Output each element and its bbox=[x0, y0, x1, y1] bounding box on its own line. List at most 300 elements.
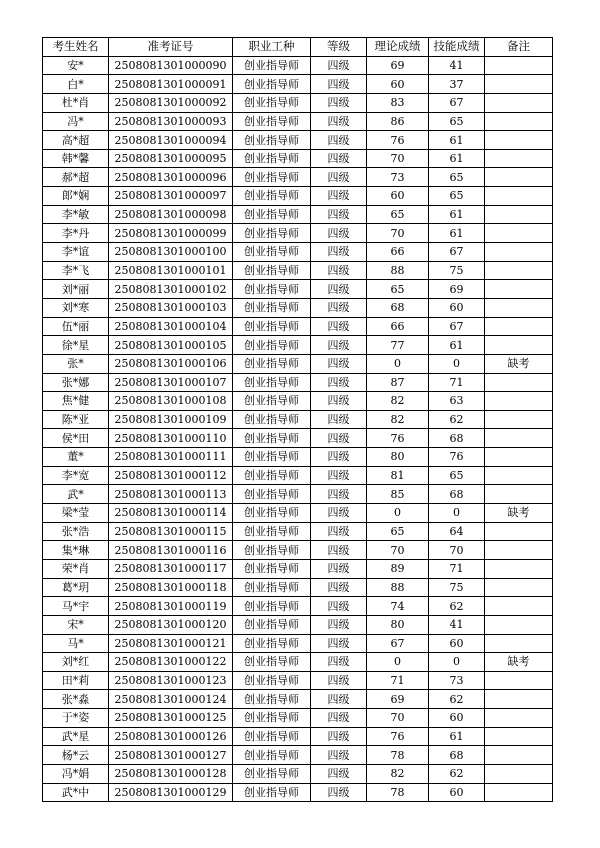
theory-score-cell: 70 bbox=[367, 224, 429, 243]
level-cell: 四级 bbox=[311, 205, 367, 224]
admission-number-cell: 2508081301000108 bbox=[109, 392, 233, 411]
theory-score-cell: 88 bbox=[367, 578, 429, 597]
candidate-name-cell: 焦*健 bbox=[43, 392, 109, 411]
remarks-cell bbox=[485, 149, 553, 168]
table-row bbox=[43, 131, 553, 150]
admission-number-cell: 2508081301000103 bbox=[109, 298, 233, 317]
admission-number-cell: 2508081301000111 bbox=[109, 448, 233, 467]
table-row bbox=[43, 727, 553, 746]
theory-score-cell: 86 bbox=[367, 112, 429, 131]
table-row bbox=[43, 653, 553, 672]
candidate-name-cell: 高*超 bbox=[43, 131, 109, 150]
admission-number-cell: 2508081301000128 bbox=[109, 764, 233, 783]
admission-number-cell: 2508081301000127 bbox=[109, 746, 233, 765]
skill-score-cell: 67 bbox=[429, 317, 485, 336]
theory-score-cell: 74 bbox=[367, 597, 429, 616]
table-row bbox=[43, 746, 553, 765]
table-row bbox=[43, 373, 553, 392]
level-cell: 四级 bbox=[311, 93, 367, 112]
level-cell: 四级 bbox=[311, 317, 367, 336]
remarks-cell bbox=[485, 205, 553, 224]
theory-score-cell: 68 bbox=[367, 298, 429, 317]
table-row bbox=[43, 671, 553, 690]
occupation-cell: 创业指导师 bbox=[233, 93, 311, 112]
admission-number-cell: 2508081301000113 bbox=[109, 485, 233, 504]
remarks-cell bbox=[485, 336, 553, 355]
level-cell: 四级 bbox=[311, 466, 367, 485]
occupation-cell: 创业指导师 bbox=[233, 354, 311, 373]
occupation-cell: 创业指导师 bbox=[233, 56, 311, 75]
admission-number-cell: 2508081301000123 bbox=[109, 671, 233, 690]
admission-number-cell: 2508081301000095 bbox=[109, 149, 233, 168]
candidate-name-cell: 韩*馨 bbox=[43, 149, 109, 168]
skill-score-cell: 41 bbox=[429, 615, 485, 634]
skill-score-cell: 71 bbox=[429, 559, 485, 578]
occupation-cell: 创业指导师 bbox=[233, 448, 311, 467]
occupation-cell: 创业指导师 bbox=[233, 597, 311, 616]
remarks-cell bbox=[485, 727, 553, 746]
table-row bbox=[43, 298, 553, 317]
occupation-cell: 创业指导师 bbox=[233, 615, 311, 634]
occupation-cell: 创业指导师 bbox=[233, 131, 311, 150]
level-cell: 四级 bbox=[311, 671, 367, 690]
table-row bbox=[43, 578, 553, 597]
candidate-name-cell: 董* bbox=[43, 448, 109, 467]
table-row bbox=[43, 243, 553, 262]
occupation-cell: 创业指导师 bbox=[233, 634, 311, 653]
table-row bbox=[43, 448, 553, 467]
candidate-name-cell: 马* bbox=[43, 634, 109, 653]
occupation-cell: 创业指导师 bbox=[233, 783, 311, 802]
admission-number-cell: 2508081301000096 bbox=[109, 168, 233, 187]
admission-number-cell: 2508081301000119 bbox=[109, 597, 233, 616]
skill-score-cell: 63 bbox=[429, 392, 485, 411]
remarks-cell bbox=[485, 466, 553, 485]
level-cell: 四级 bbox=[311, 243, 367, 262]
skill-score-cell: 70 bbox=[429, 541, 485, 560]
occupation-cell: 创业指导师 bbox=[233, 746, 311, 765]
table-row bbox=[43, 504, 553, 523]
admission-number-cell: 2508081301000094 bbox=[109, 131, 233, 150]
candidate-name-cell: 田*莉 bbox=[43, 671, 109, 690]
candidate-name-cell: 杨*云 bbox=[43, 746, 109, 765]
remarks-cell: 缺考 bbox=[485, 354, 553, 373]
table-row bbox=[43, 56, 553, 75]
table-row bbox=[43, 690, 553, 709]
admission-number-cell: 2508081301000112 bbox=[109, 466, 233, 485]
skill-score-cell: 0 bbox=[429, 504, 485, 523]
remarks-cell bbox=[485, 280, 553, 299]
theory-score-cell: 76 bbox=[367, 131, 429, 150]
candidate-name-cell: 张*娜 bbox=[43, 373, 109, 392]
occupation-cell: 创业指导师 bbox=[233, 280, 311, 299]
skill-score-cell: 68 bbox=[429, 429, 485, 448]
level-cell: 四级 bbox=[311, 746, 367, 765]
admission-number-cell: 2508081301000102 bbox=[109, 280, 233, 299]
theory-score-cell: 82 bbox=[367, 410, 429, 429]
skill-score-cell: 61 bbox=[429, 727, 485, 746]
occupation-cell: 创业指导师 bbox=[233, 336, 311, 355]
level-cell: 四级 bbox=[311, 690, 367, 709]
remarks-cell bbox=[485, 373, 553, 392]
remarks-cell bbox=[485, 243, 553, 262]
table-row bbox=[43, 93, 553, 112]
level-cell: 四级 bbox=[311, 522, 367, 541]
theory-score-cell: 66 bbox=[367, 317, 429, 336]
admission-number-cell: 2508081301000110 bbox=[109, 429, 233, 448]
level-cell: 四级 bbox=[311, 783, 367, 802]
level-cell: 四级 bbox=[311, 280, 367, 299]
remarks-cell bbox=[485, 485, 553, 504]
remarks-cell bbox=[485, 615, 553, 634]
level-cell: 四级 bbox=[311, 224, 367, 243]
skill-score-cell: 37 bbox=[429, 75, 485, 94]
theory-score-cell: 71 bbox=[367, 671, 429, 690]
table-row bbox=[43, 280, 553, 299]
table-row bbox=[43, 410, 553, 429]
theory-score-cell: 80 bbox=[367, 448, 429, 467]
skill-score-cell: 60 bbox=[429, 298, 485, 317]
admission-number-cell: 2508081301000090 bbox=[109, 56, 233, 75]
admission-number-cell: 2508081301000097 bbox=[109, 187, 233, 206]
remarks-cell: 缺考 bbox=[485, 504, 553, 523]
remarks-cell bbox=[485, 690, 553, 709]
candidate-name-cell: 白* bbox=[43, 75, 109, 94]
occupation-cell: 创业指导师 bbox=[233, 429, 311, 448]
occupation-cell: 创业指导师 bbox=[233, 75, 311, 94]
candidate-name-cell: 刘*寒 bbox=[43, 298, 109, 317]
theory-score-cell: 65 bbox=[367, 205, 429, 224]
admission-number-cell: 2508081301000099 bbox=[109, 224, 233, 243]
admission-number-cell: 2508081301000105 bbox=[109, 336, 233, 355]
level-cell: 四级 bbox=[311, 373, 367, 392]
remarks-cell bbox=[485, 746, 553, 765]
table-row bbox=[43, 597, 553, 616]
admission-number-cell: 2508081301000124 bbox=[109, 690, 233, 709]
theory-score-cell: 65 bbox=[367, 522, 429, 541]
remarks-cell bbox=[485, 522, 553, 541]
admission-number-cell: 2508081301000121 bbox=[109, 634, 233, 653]
candidate-name-cell: 郝*超 bbox=[43, 168, 109, 187]
header-remarks: 备注 bbox=[485, 38, 553, 57]
remarks-cell bbox=[485, 448, 553, 467]
candidate-name-cell: 李*宽 bbox=[43, 466, 109, 485]
skill-score-cell: 65 bbox=[429, 112, 485, 131]
table-row bbox=[43, 429, 553, 448]
level-cell: 四级 bbox=[311, 597, 367, 616]
candidate-name-cell: 宋* bbox=[43, 615, 109, 634]
level-cell: 四级 bbox=[311, 485, 367, 504]
candidate-name-cell: 伍*丽 bbox=[43, 317, 109, 336]
level-cell: 四级 bbox=[311, 149, 367, 168]
level-cell: 四级 bbox=[311, 709, 367, 728]
level-cell: 四级 bbox=[311, 541, 367, 560]
skill-score-cell: 62 bbox=[429, 410, 485, 429]
occupation-cell: 创业指导师 bbox=[233, 168, 311, 187]
occupation-cell: 创业指导师 bbox=[233, 485, 311, 504]
level-cell: 四级 bbox=[311, 187, 367, 206]
occupation-cell: 创业指导师 bbox=[233, 205, 311, 224]
theory-score-cell: 70 bbox=[367, 709, 429, 728]
theory-score-cell: 77 bbox=[367, 336, 429, 355]
occupation-cell: 创业指导师 bbox=[233, 690, 311, 709]
candidate-name-cell: 郎*娴 bbox=[43, 187, 109, 206]
occupation-cell: 创业指导师 bbox=[233, 504, 311, 523]
level-cell: 四级 bbox=[311, 448, 367, 467]
skill-score-cell: 69 bbox=[429, 280, 485, 299]
table-row bbox=[43, 112, 553, 131]
occupation-cell: 创业指导师 bbox=[233, 541, 311, 560]
theory-score-cell: 89 bbox=[367, 559, 429, 578]
table-row bbox=[43, 75, 553, 94]
admission-number-cell: 2508081301000098 bbox=[109, 205, 233, 224]
skill-score-cell: 62 bbox=[429, 690, 485, 709]
candidate-name-cell: 张*淼 bbox=[43, 690, 109, 709]
level-cell: 四级 bbox=[311, 131, 367, 150]
table-row bbox=[43, 541, 553, 560]
occupation-cell: 创业指导师 bbox=[233, 653, 311, 672]
table-row bbox=[43, 317, 553, 336]
candidate-name-cell: 梁*莹 bbox=[43, 504, 109, 523]
level-cell: 四级 bbox=[311, 559, 367, 578]
admission-number-cell: 2508081301000092 bbox=[109, 93, 233, 112]
level-cell: 四级 bbox=[311, 615, 367, 634]
table-row bbox=[43, 634, 553, 653]
level-cell: 四级 bbox=[311, 764, 367, 783]
theory-score-cell: 67 bbox=[367, 634, 429, 653]
level-cell: 四级 bbox=[311, 336, 367, 355]
candidate-name-cell: 武*星 bbox=[43, 727, 109, 746]
theory-score-cell: 0 bbox=[367, 504, 429, 523]
skill-score-cell: 75 bbox=[429, 578, 485, 597]
level-cell: 四级 bbox=[311, 410, 367, 429]
admission-number-cell: 2508081301000091 bbox=[109, 75, 233, 94]
table-row bbox=[43, 466, 553, 485]
occupation-cell: 创业指导师 bbox=[233, 578, 311, 597]
theory-score-cell: 82 bbox=[367, 764, 429, 783]
skill-score-cell: 60 bbox=[429, 634, 485, 653]
candidate-name-cell: 马*宇 bbox=[43, 597, 109, 616]
remarks-cell bbox=[485, 131, 553, 150]
admission-number-cell: 2508081301000120 bbox=[109, 615, 233, 634]
skill-score-cell: 73 bbox=[429, 671, 485, 690]
occupation-cell: 创业指导师 bbox=[233, 298, 311, 317]
header-candidate-name: 考生姓名 bbox=[43, 38, 109, 57]
table-row bbox=[43, 205, 553, 224]
occupation-cell: 创业指导师 bbox=[233, 243, 311, 262]
header-occupation: 职业工种 bbox=[233, 38, 311, 57]
remarks-cell bbox=[485, 634, 553, 653]
skill-score-cell: 67 bbox=[429, 243, 485, 262]
admission-number-cell: 2508081301000126 bbox=[109, 727, 233, 746]
candidate-name-cell: 荣*肖 bbox=[43, 559, 109, 578]
level-cell: 四级 bbox=[311, 168, 367, 187]
skill-score-cell: 75 bbox=[429, 261, 485, 280]
skill-score-cell: 67 bbox=[429, 93, 485, 112]
level-cell: 四级 bbox=[311, 392, 367, 411]
theory-score-cell: 78 bbox=[367, 746, 429, 765]
candidate-name-cell: 安* bbox=[43, 56, 109, 75]
occupation-cell: 创业指导师 bbox=[233, 522, 311, 541]
candidate-name-cell: 陈*亚 bbox=[43, 410, 109, 429]
candidate-name-cell: 张*浩 bbox=[43, 522, 109, 541]
remarks-cell bbox=[485, 56, 553, 75]
occupation-cell: 创业指导师 bbox=[233, 709, 311, 728]
candidate-name-cell: 刘*红 bbox=[43, 653, 109, 672]
occupation-cell: 创业指导师 bbox=[233, 373, 311, 392]
occupation-cell: 创业指导师 bbox=[233, 410, 311, 429]
theory-score-cell: 83 bbox=[367, 93, 429, 112]
level-cell: 四级 bbox=[311, 56, 367, 75]
table-row bbox=[43, 764, 553, 783]
remarks-cell bbox=[485, 541, 553, 560]
remarks-cell bbox=[485, 709, 553, 728]
admission-number-cell: 2508081301000129 bbox=[109, 783, 233, 802]
occupation-cell: 创业指导师 bbox=[233, 224, 311, 243]
admission-number-cell: 2508081301000101 bbox=[109, 261, 233, 280]
candidate-name-cell: 杜*肖 bbox=[43, 93, 109, 112]
remarks-cell bbox=[485, 783, 553, 802]
skill-score-cell: 64 bbox=[429, 522, 485, 541]
remarks-cell bbox=[485, 410, 553, 429]
admission-number-cell: 2508081301000125 bbox=[109, 709, 233, 728]
remarks-cell bbox=[485, 112, 553, 131]
table-row bbox=[43, 261, 553, 280]
theory-score-cell: 69 bbox=[367, 56, 429, 75]
skill-score-cell: 76 bbox=[429, 448, 485, 467]
skill-score-cell: 60 bbox=[429, 709, 485, 728]
table-row bbox=[43, 149, 553, 168]
theory-score-cell: 76 bbox=[367, 727, 429, 746]
level-cell: 四级 bbox=[311, 354, 367, 373]
table-row bbox=[43, 615, 553, 634]
theory-score-cell: 65 bbox=[367, 280, 429, 299]
skill-score-cell: 71 bbox=[429, 373, 485, 392]
remarks-cell bbox=[485, 224, 553, 243]
skill-score-cell: 65 bbox=[429, 168, 485, 187]
level-cell: 四级 bbox=[311, 112, 367, 131]
remarks-cell bbox=[485, 597, 553, 616]
occupation-cell: 创业指导师 bbox=[233, 764, 311, 783]
skill-score-cell: 65 bbox=[429, 187, 485, 206]
skill-score-cell: 41 bbox=[429, 56, 485, 75]
table-body bbox=[43, 56, 553, 802]
skill-score-cell: 60 bbox=[429, 783, 485, 802]
occupation-cell: 创业指导师 bbox=[233, 727, 311, 746]
skill-score-cell: 68 bbox=[429, 485, 485, 504]
skill-score-cell: 61 bbox=[429, 224, 485, 243]
exam-score-table bbox=[42, 37, 553, 802]
level-cell: 四级 bbox=[311, 429, 367, 448]
skill-score-cell: 61 bbox=[429, 205, 485, 224]
admission-number-cell: 2508081301000100 bbox=[109, 243, 233, 262]
candidate-name-cell: 李*谊 bbox=[43, 243, 109, 262]
skill-score-cell: 61 bbox=[429, 149, 485, 168]
remarks-cell bbox=[485, 93, 553, 112]
table-row bbox=[43, 336, 553, 355]
candidate-name-cell: 徐*星 bbox=[43, 336, 109, 355]
level-cell: 四级 bbox=[311, 75, 367, 94]
remarks-cell bbox=[485, 75, 553, 94]
candidate-name-cell: 李*丹 bbox=[43, 224, 109, 243]
remarks-cell bbox=[485, 187, 553, 206]
occupation-cell: 创业指导师 bbox=[233, 261, 311, 280]
table-row bbox=[43, 187, 553, 206]
table-row bbox=[43, 783, 553, 802]
skill-score-cell: 62 bbox=[429, 597, 485, 616]
theory-score-cell: 60 bbox=[367, 187, 429, 206]
skill-score-cell: 0 bbox=[429, 354, 485, 373]
theory-score-cell: 66 bbox=[367, 243, 429, 262]
theory-score-cell: 0 bbox=[367, 354, 429, 373]
occupation-cell: 创业指导师 bbox=[233, 466, 311, 485]
table-row bbox=[43, 354, 553, 373]
skill-score-cell: 61 bbox=[429, 131, 485, 150]
candidate-name-cell: 刘*丽 bbox=[43, 280, 109, 299]
candidate-name-cell: 集*琳 bbox=[43, 541, 109, 560]
remarks-cell bbox=[485, 298, 553, 317]
theory-score-cell: 70 bbox=[367, 149, 429, 168]
header-skill-score: 技能成绩 bbox=[429, 38, 485, 57]
header-admission-number: 准考证号 bbox=[109, 38, 233, 57]
theory-score-cell: 87 bbox=[367, 373, 429, 392]
level-cell: 四级 bbox=[311, 261, 367, 280]
remarks-cell bbox=[485, 764, 553, 783]
theory-score-cell: 88 bbox=[367, 261, 429, 280]
theory-score-cell: 76 bbox=[367, 429, 429, 448]
admission-number-cell: 2508081301000115 bbox=[109, 522, 233, 541]
table-row bbox=[43, 168, 553, 187]
admission-number-cell: 2508081301000116 bbox=[109, 541, 233, 560]
skill-score-cell: 61 bbox=[429, 336, 485, 355]
occupation-cell: 创业指导师 bbox=[233, 112, 311, 131]
remarks-cell: 缺考 bbox=[485, 653, 553, 672]
admission-number-cell: 2508081301000118 bbox=[109, 578, 233, 597]
theory-score-cell: 78 bbox=[367, 783, 429, 802]
skill-score-cell: 68 bbox=[429, 746, 485, 765]
admission-number-cell: 2508081301000114 bbox=[109, 504, 233, 523]
level-cell: 四级 bbox=[311, 298, 367, 317]
table-row bbox=[43, 224, 553, 243]
remarks-cell bbox=[485, 261, 553, 280]
table-row bbox=[43, 485, 553, 504]
candidate-name-cell: 武* bbox=[43, 485, 109, 504]
candidate-name-cell: 李*飞 bbox=[43, 261, 109, 280]
admission-number-cell: 2508081301000104 bbox=[109, 317, 233, 336]
occupation-cell: 创业指导师 bbox=[233, 559, 311, 578]
theory-score-cell: 85 bbox=[367, 485, 429, 504]
skill-score-cell: 0 bbox=[429, 653, 485, 672]
level-cell: 四级 bbox=[311, 634, 367, 653]
theory-score-cell: 70 bbox=[367, 541, 429, 560]
level-cell: 四级 bbox=[311, 653, 367, 672]
theory-score-cell: 73 bbox=[367, 168, 429, 187]
theory-score-cell: 69 bbox=[367, 690, 429, 709]
theory-score-cell: 82 bbox=[367, 392, 429, 411]
admission-number-cell: 2508081301000109 bbox=[109, 410, 233, 429]
header-theory-score: 理论成绩 bbox=[367, 38, 429, 57]
candidate-name-cell: 张* bbox=[43, 354, 109, 373]
remarks-cell bbox=[485, 317, 553, 336]
occupation-cell: 创业指导师 bbox=[233, 317, 311, 336]
skill-score-cell: 65 bbox=[429, 466, 485, 485]
table-row bbox=[43, 392, 553, 411]
occupation-cell: 创业指导师 bbox=[233, 671, 311, 690]
admission-number-cell: 2508081301000117 bbox=[109, 559, 233, 578]
table-row bbox=[43, 522, 553, 541]
remarks-cell bbox=[485, 559, 553, 578]
candidate-name-cell: 冯* bbox=[43, 112, 109, 131]
